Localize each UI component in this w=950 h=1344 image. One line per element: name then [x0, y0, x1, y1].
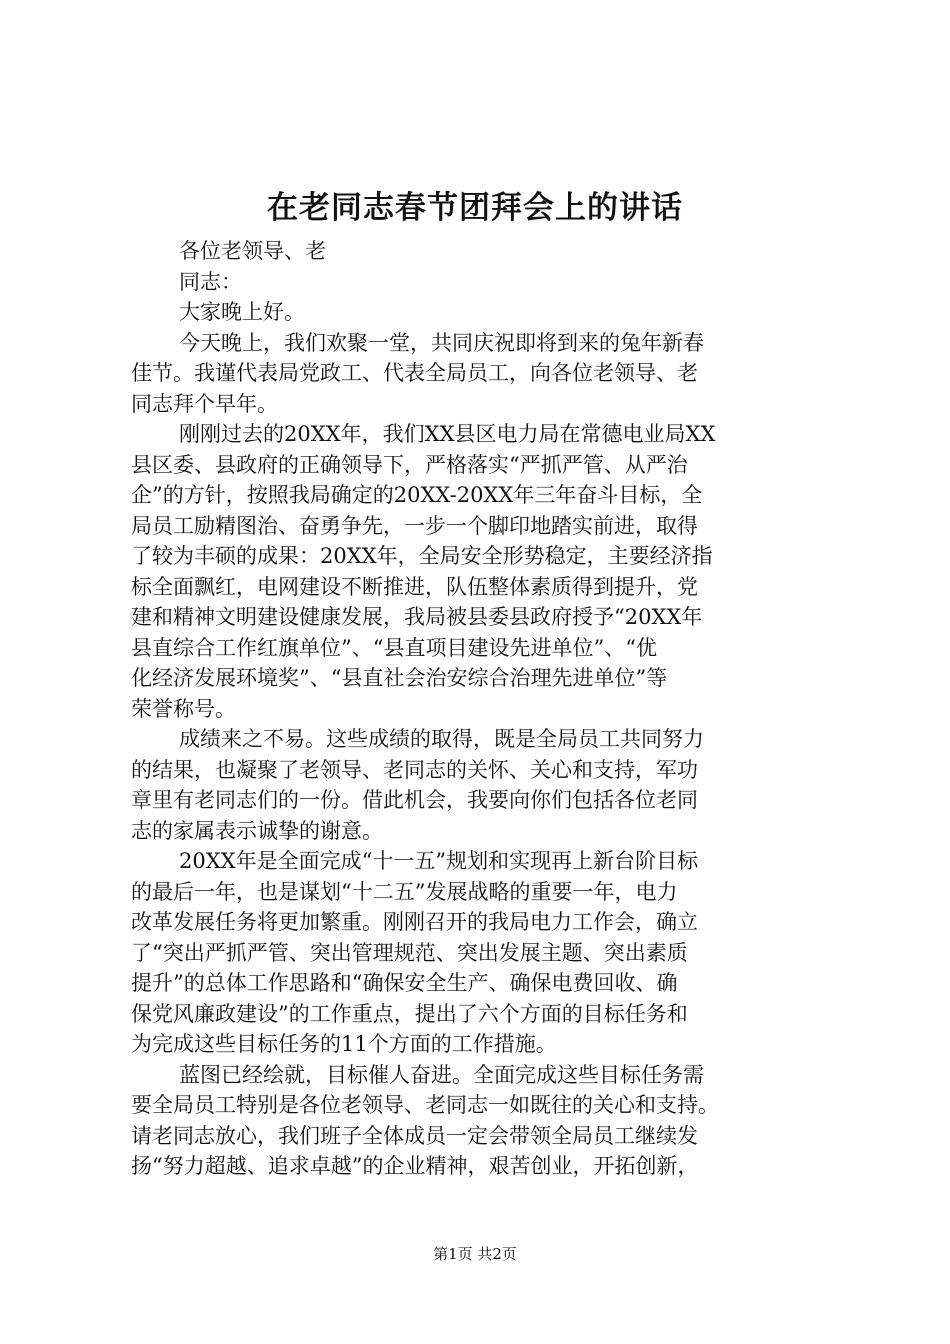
text-line: 保党风廉政建设”的工作重点，提出了六个方面的目标任务和	[131, 1001, 688, 1026]
text-line: 成绩来之不易。这些成绩的取得，既是全局员工共同努力	[179, 727, 704, 751]
text-line: 今天晚上，我们欢聚一堂，共同庆祝即将到来的兔年新春	[179, 330, 704, 355]
page-footer: 第1页 共2页	[433, 1245, 517, 1263]
text-line: 荣誉称号。	[131, 696, 236, 721]
text-line: 请老同志放心，我们班子全体成员一定会带领全局员工继续发	[131, 1123, 698, 1148]
text-line: 同志拜个早年。	[131, 391, 278, 416]
text-line: 县直综合工作红旗单位”、“县直项目建设先进单位”、“优	[131, 635, 657, 660]
text-line: 企”的方针，按照我局确定的20XX-20XX年三年奋斗目标，全	[131, 483, 703, 507]
text-line: 的最后一年，也是谋划“十二五”发展战略的重要一年，电力	[131, 879, 678, 904]
text-line: 了“突出严抓严管、突出管理规范、突出发展主题、突出素质	[131, 940, 688, 965]
text-line: 化经济发展环境奖”、“县直社会治安综合治理先进单位”等	[131, 666, 668, 690]
text-line: 大家晚上好。	[179, 300, 305, 324]
text-line: 蓝图已经绘就，目标催人奋进。全面完成这些目标任务需	[179, 1062, 704, 1087]
text-line: 20XX年是全面完成“十一五”规划和实现再上新台阶目标	[179, 849, 699, 873]
text-line: 建和精神文明建设健康发展，我局被县委县政府授予“20XX年	[131, 605, 703, 629]
text-line: 各位老领导、老	[179, 239, 326, 263]
text-line: 县区委、县政府的正确领导下，严格落实“严抓严管、从严治	[131, 452, 688, 477]
text-line: 同志：	[179, 269, 242, 294]
text-line: 刚刚过去的20XX年，我们XX县区电力局在常德电业局XX	[179, 422, 716, 446]
text-line: 为完成这些目标任务的11个方面的工作措施。	[131, 1032, 557, 1056]
document-body	[131, 236, 831, 1182]
text-line: 提升”的总体工作思路和“确保安全生产、确保电费回收、确	[131, 971, 678, 995]
text-line: 佳节。我谨代表局党政工、代表全局员工，向各位老领导、老	[131, 361, 698, 385]
text-line: 了较为丰硕的成果：20XX年，全局安全形势稳定，主要经济指	[131, 544, 713, 568]
text-line: 标全面飘红，电网建设不断推进，队伍整体素质得到提升，党	[131, 574, 698, 599]
text-line: 的结果，也凝聚了老领导、老同志的关怀、关心和支持，军功	[131, 757, 698, 782]
text-line: 改革发展任务将更加繁重。刚刚召开的我局电力工作会，确立	[131, 910, 698, 934]
text-line: 志的家属表示诚挚的谢意。	[131, 818, 383, 843]
document-title: 在老同志春节团拜会上的讲话	[267, 190, 683, 226]
text-line: 局员工励精图治、奋勇争先，一步一个脚印地踏实前进，取得	[131, 513, 698, 538]
text-line: 章里有老同志们的一份。借此机会，我要向你们包括各位老同	[131, 788, 698, 812]
text-line: 扬“努力超越、追求卓越”的企业精神，艰苦创业，开拓创新，	[131, 1154, 699, 1178]
text-line: 要全局员工特别是各位老领导、老同志一如既往的关心和支持。	[131, 1093, 719, 1117]
